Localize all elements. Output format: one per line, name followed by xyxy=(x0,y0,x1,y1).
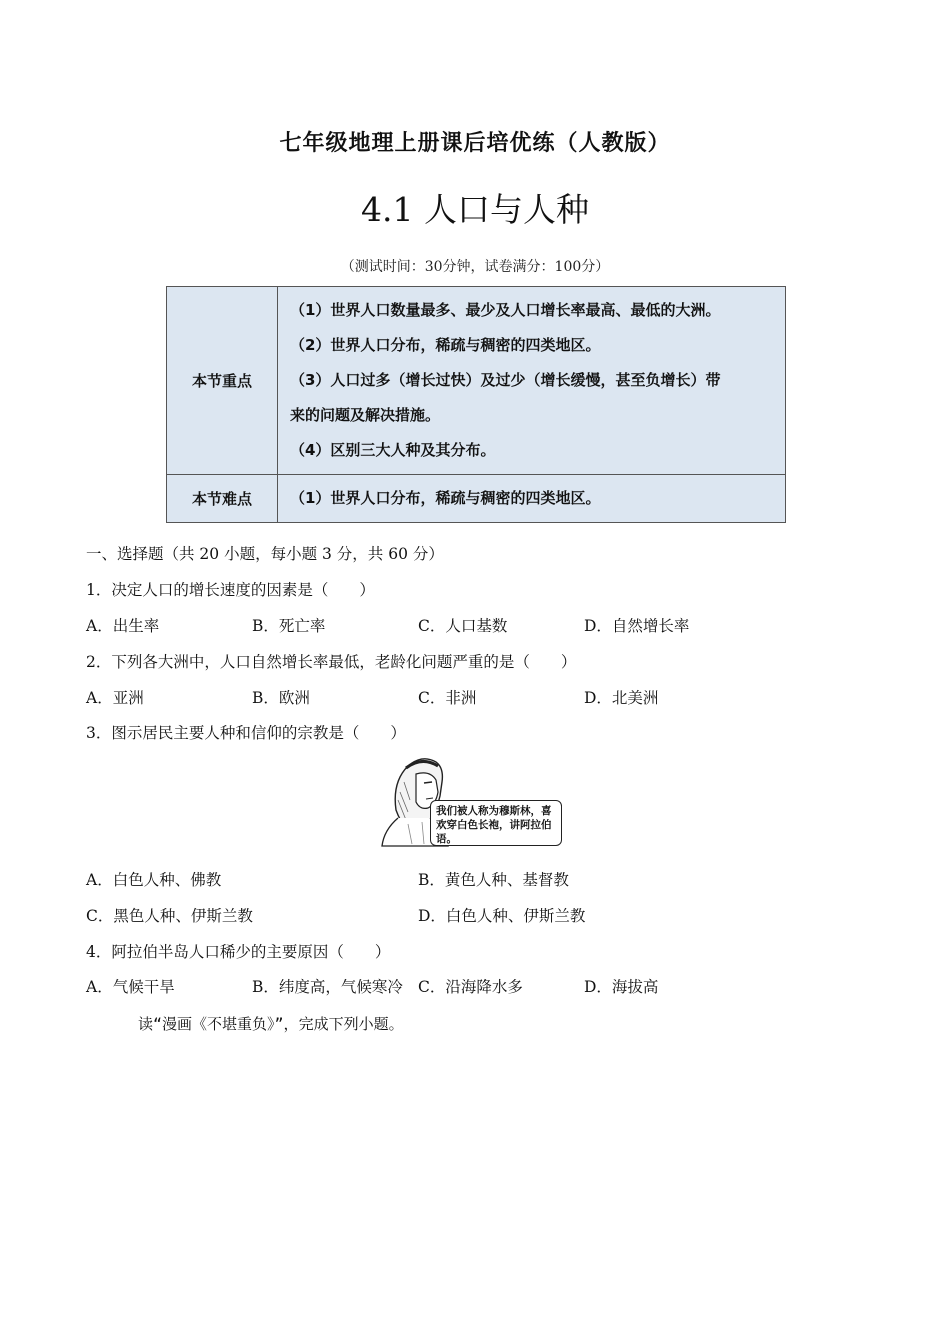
question-2-option-d: D．北美洲 xyxy=(584,689,659,707)
lesson-title: 4.1 人口与人种 xyxy=(361,190,589,229)
key-points-row xyxy=(167,287,786,475)
key-point-1: （1）世界人口数量最多、最少及人口增长率最高、最低的大洲。 xyxy=(290,301,721,319)
question-4-option-b: B．纬度高，气候寒冷 xyxy=(252,978,403,996)
question-4-option-d: D．海拔高 xyxy=(584,978,659,996)
question-1-stem: 1．决定人口的增长速度的因素是（ ） xyxy=(86,581,375,599)
key-point-4: （4）区别三大人种及其分布。 xyxy=(290,441,496,459)
section-heading: 一、选择题（共 20 小题，每小题 3 分，共 60 分） xyxy=(86,545,444,563)
difficult-points-label: 本节难点 xyxy=(167,475,278,523)
question-1-option-d: D．自然增长率 xyxy=(584,617,690,635)
question-3-option-d: D．白色人种、伊斯兰教 xyxy=(418,907,586,925)
question-4-option-c: C．沿海降水多 xyxy=(418,978,523,996)
speech-bubble: 我们被人称为穆斯林，喜欢穿白色长袍，讲阿拉伯语。 xyxy=(430,800,562,846)
key-points-content xyxy=(278,287,786,475)
question-2-option-b: B．欧洲 xyxy=(252,689,310,707)
key-point-3-cont: 来的问题及解决措施。 xyxy=(290,406,441,424)
question-3-option-a: A．白色人种、佛教 xyxy=(86,871,222,889)
difficult-points-content: （1）世界人口分布，稀疏与稠密的四类地区。 xyxy=(278,475,786,523)
question-3-stem: 3．图示居民主要人种和信仰的宗教是（ ） xyxy=(86,724,406,742)
question-4-stem: 4．阿拉伯半岛人口稀少的主要原因（ ） xyxy=(86,943,391,961)
question-1-option-b: B．死亡率 xyxy=(252,617,326,635)
difficult-points-row xyxy=(167,475,786,523)
question-1-option-c: C．人口基数 xyxy=(418,617,508,635)
document-header-title: 七年级地理上册课后培优练（人教版） xyxy=(279,130,671,156)
question-2-stem: 2．下列各大洲中，人口自然增长率最低，老龄化问题严重的是（ ） xyxy=(86,653,577,671)
question-4-option-a: A．气候干旱 xyxy=(86,978,175,996)
key-points-label: 本节重点 xyxy=(167,287,278,475)
key-point-3: （3）人口过多（增长过快）及过少（增长缓慢，甚至负增长）带 xyxy=(290,371,721,389)
reading-instruction: 读“漫画《不堪重负》”，完成下列小题。 xyxy=(138,1015,404,1033)
arab-man-illustration xyxy=(378,752,574,852)
exam-info: （测试时间：30分钟，试卷满分：100分） xyxy=(340,259,610,275)
question-3-option-b: B．黄色人种、基督教 xyxy=(418,871,569,889)
question-3-option-c: C．黑色人种、伊斯兰教 xyxy=(86,907,253,925)
question-1-option-a: A．出生率 xyxy=(86,617,160,635)
question-2-option-c: C．非洲 xyxy=(418,689,477,707)
question-2-option-a: A．亚洲 xyxy=(86,689,144,707)
key-point-2: （2）世界人口分布，稀疏与稠密的四类地区。 xyxy=(290,336,601,354)
key-points-table xyxy=(166,286,786,523)
